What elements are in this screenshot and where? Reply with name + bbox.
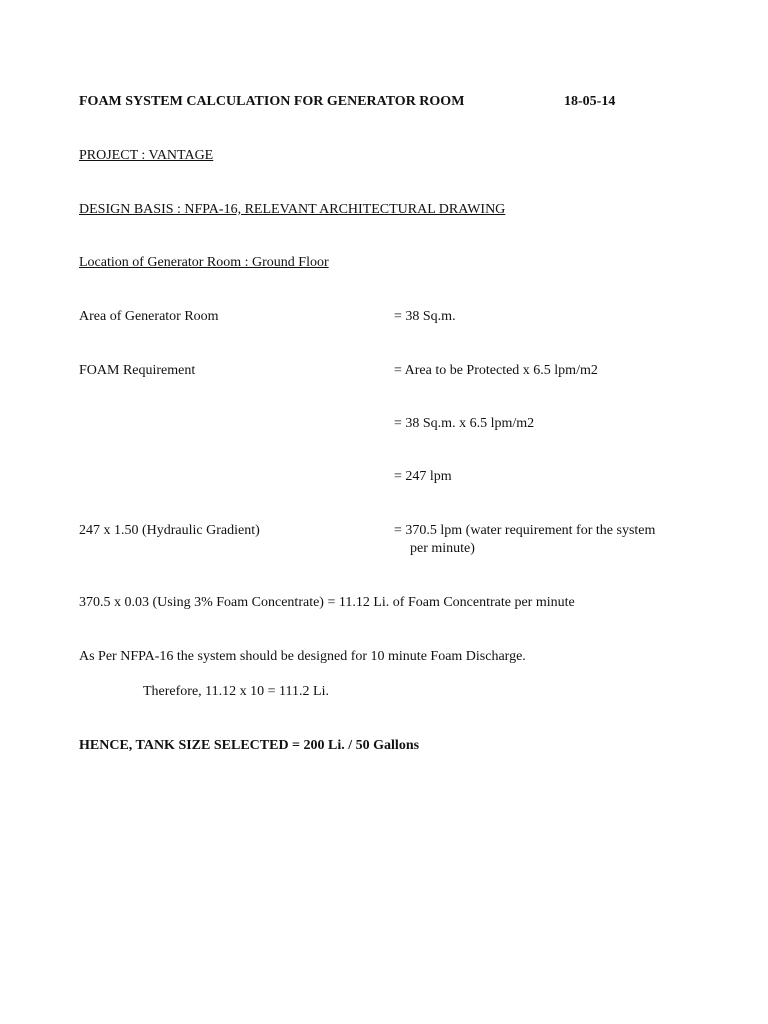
foam-concentrate-line: 370.5 x 0.03 (Using 3% Foam Concentrate) = 11.12 Li. of Foam Concentrate per minute [79,595,575,610]
location-line: Location of Generator Room : Ground Floor [79,255,329,270]
therefore-line: Therefore, 11.12 x 10 = 111.2 Li. [143,684,329,699]
area-label: Area of Generator Room [79,309,219,324]
foam-requirement-result: = 247 lpm [394,469,452,484]
area-value: = 38 Sq.m. [394,309,456,324]
nfpa-discharge-line: As Per NFPA-16 the system should be designed for 10 minute Foam Discharge. [79,649,526,664]
foam-requirement-formula: = Area to be Protected x 6.5 lpm/m2 [394,363,598,378]
water-requirement-value-cont: per minute) [410,541,475,556]
design-basis-line: DESIGN BASIS : NFPA-16, RELEVANT ARCHITECTURAL DRAWING [79,202,506,217]
tank-size-conclusion: HENCE, TANK SIZE SELECTED = 200 Li. / 50 Gallons [79,738,420,753]
document-title: FOAM SYSTEM CALCULATION FOR GENERATOR ROOM [79,94,465,109]
foam-requirement-substitution: = 38 Sq.m. x 6.5 lpm/m2 [394,416,535,431]
foam-requirement-label: FOAM Requirement [79,363,196,378]
document-date: 18-05-14 [564,94,616,109]
water-requirement-value: = 370.5 lpm (water requirement for the system [394,523,656,538]
project-line: PROJECT : VANTAGE [79,148,214,163]
hydraulic-gradient-label: 247 x 1.50 (Hydraulic Gradient) [79,523,260,538]
